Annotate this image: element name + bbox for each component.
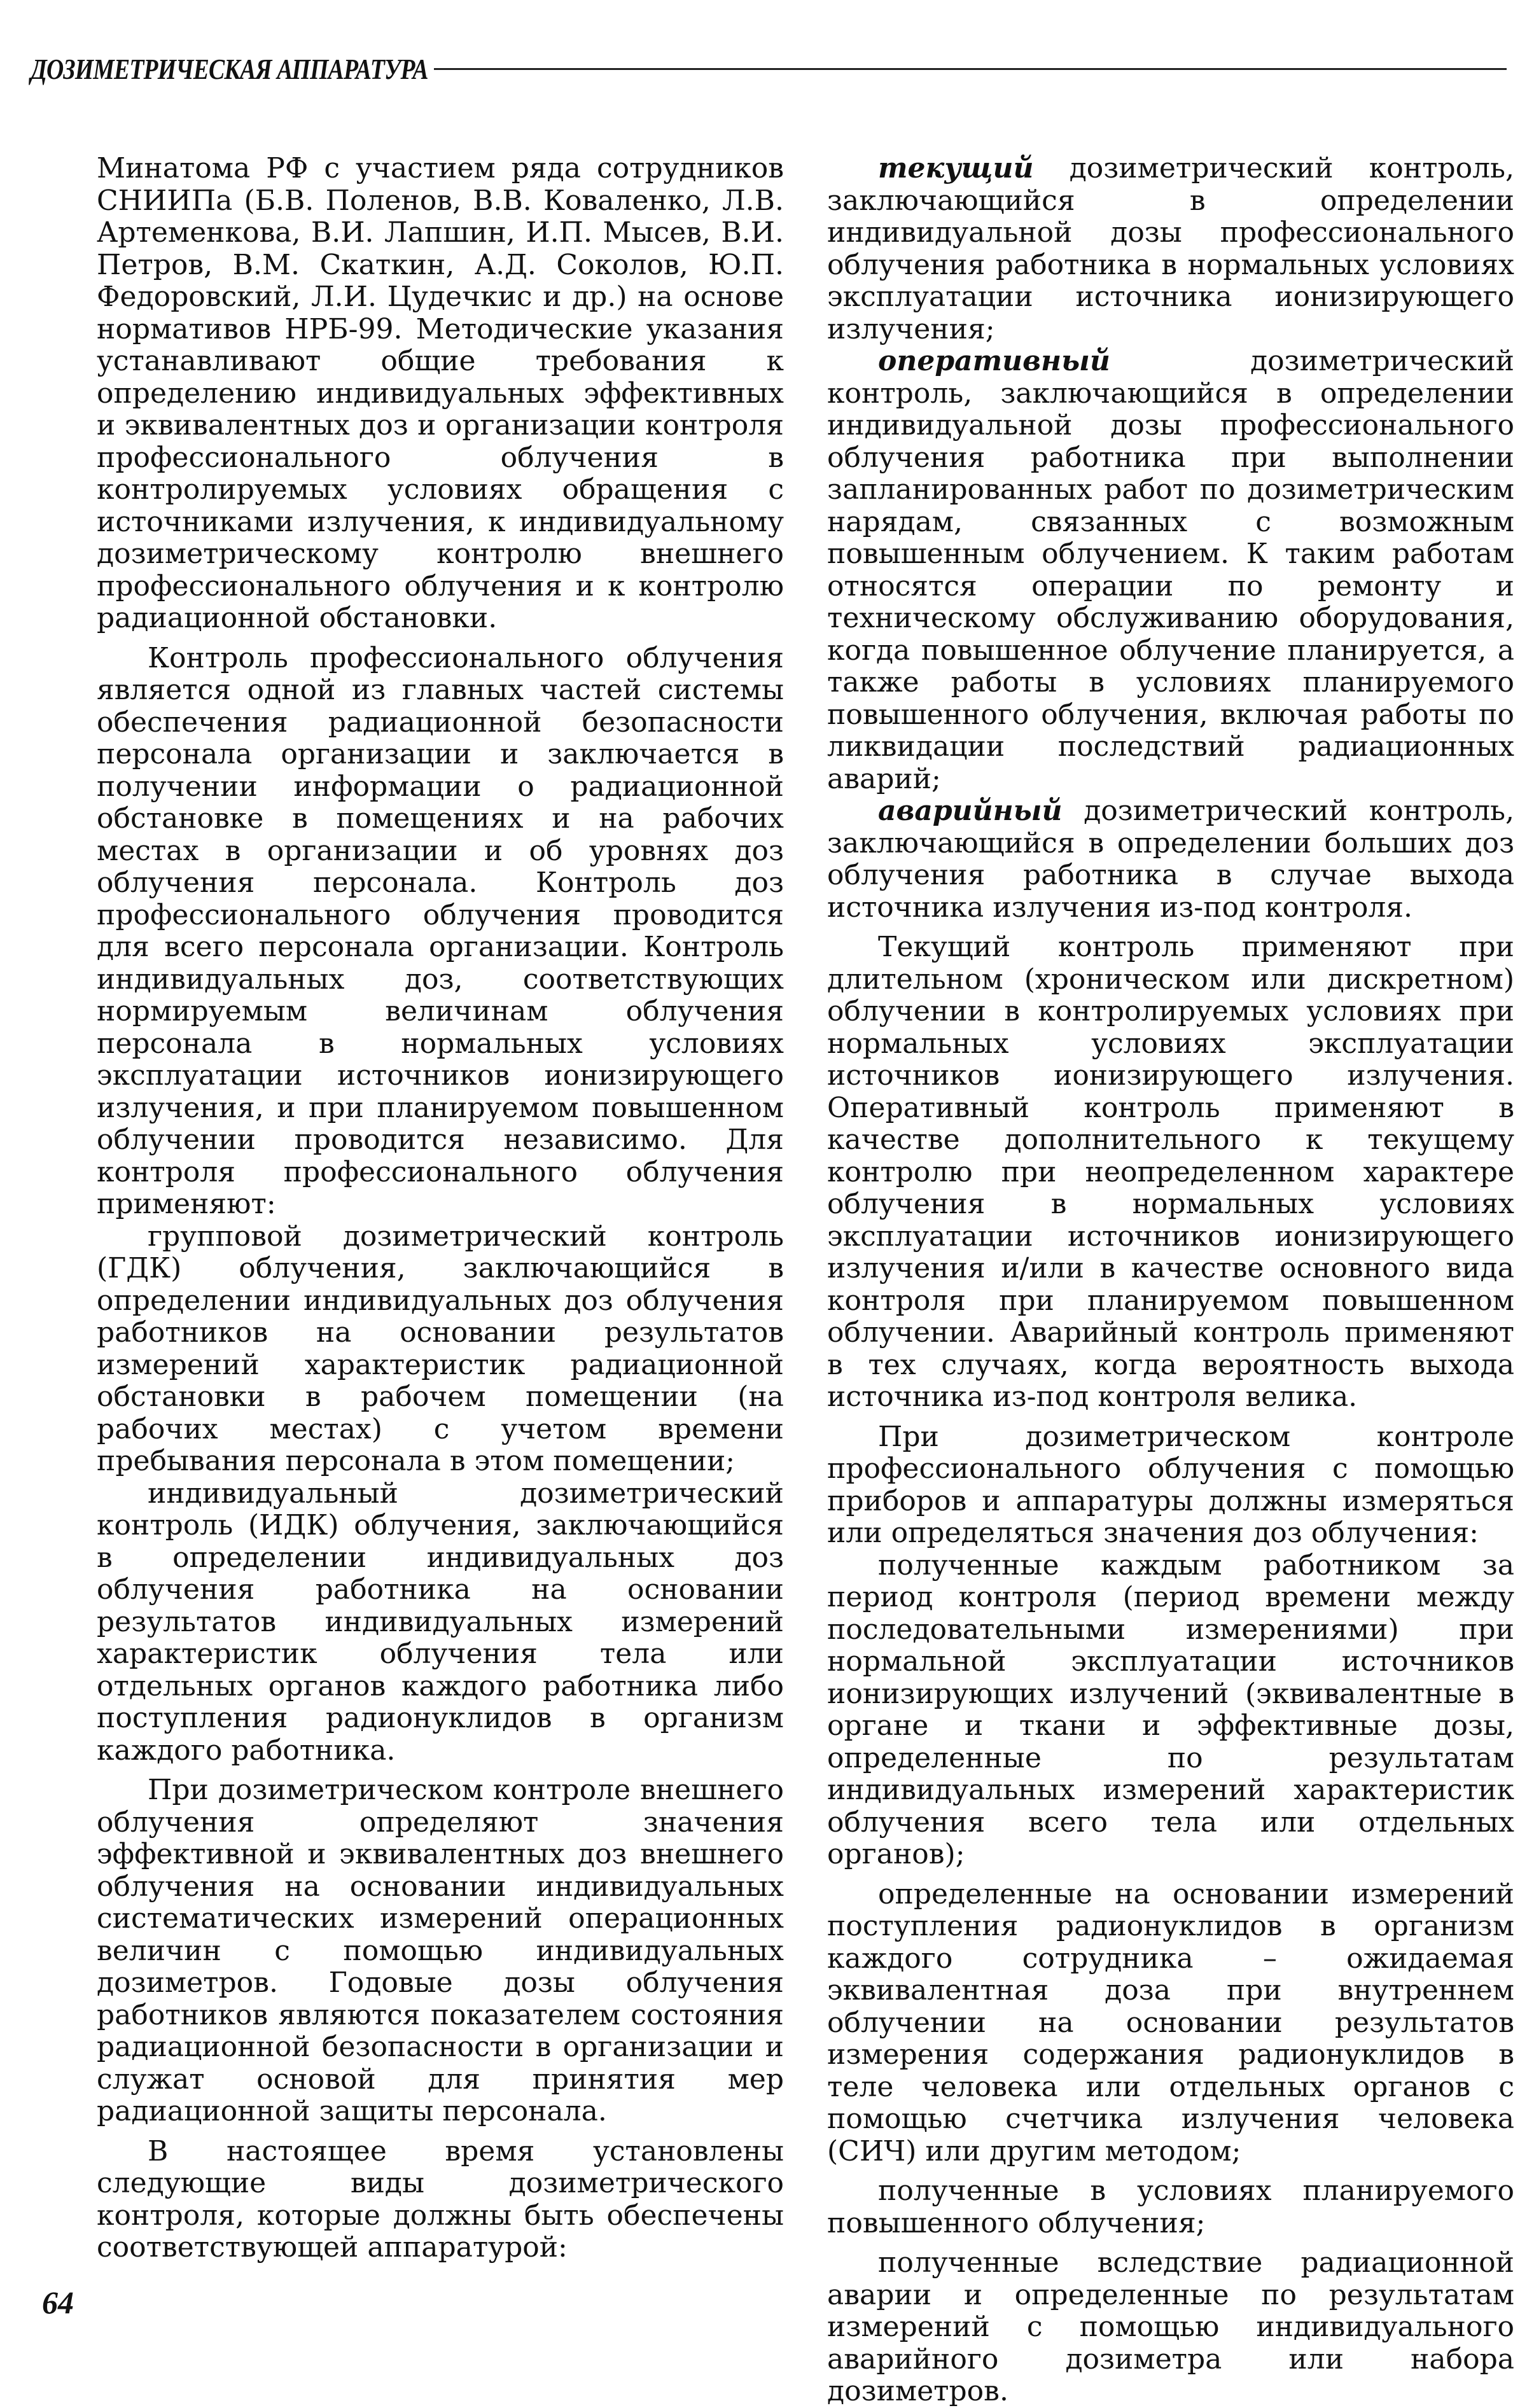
paragraph: Минатома РФ с участием ряда сотрудников СНИИПа (Б.В. Поленов, В.В. Коваленко, Л.В. Артеменкова, В.И. Лапшин, И.П. Мысев, В.И. Петров, В.М. Скаткин, А.Д. Соколов, Ю.П. Федоровский, Л.И. Цудечкис и др.) на основе нормативов НРБ-99. Методические указания устанавливают общие требования к определению индивидуальных эффективных и эквивалентных доз и организации контроля профессионального облучения в контролируемых условиях обращения с источниками излучения, к индивидуальному дозиметрическому контролю внешнего профессионального облучения и к контролю радиационной обстановки. <box>97 152 784 634</box>
paragraph: Текущий контроль применяют при длительном (хроническом или дискретном) облучении в контролируемых условиях при нормальных условиях эксплуатации источников ионизирующего излучения. Оперативный контроль применяют в качестве дополнительного к текущему контролю при неопределенном характере облучения в нормальных условиях эксплуатации источников ионизирующего излучения и/или в качестве основного вида контроля при планируемом повышенном облучении. Аварийный контроль применяют в тех случаях, когда вероятность выхода источника из-под контроля велика. <box>827 931 1514 1413</box>
paragraph: Контроль профессионального облучения является одной из главных частей системы обеспечения радиационной безопасности персонала организации и заключается в получении информации о радиационной обстановке в помещениях и на рабочих местах в организации и об уровнях доз облучения персонала. Контроль доз профессионального облучения проводится для всего персонала организации. Контроль индивидуальных доз, соответствующих нормируемым величинам облучения персонала в нормальных условиях эксплуатации источников ионизирующего излучения, и при планируемом повышенном облучении проводится независимо. Для контроля профессионального облучения применяют: <box>97 641 784 1220</box>
page-number: 64 <box>42 2285 74 2320</box>
paragraph: определенные на основании измерений поступления радионуклидов в организм каждого сотрудника – ожидаемая эквивалентная доза при внутреннем облучении на основании результатов измерения содержания радионуклидов в теле человека или отдельных органов с помощью счетчика излучения человека (СИЧ) или другим методом; <box>827 1877 1514 2168</box>
term-text: дозиметрический контроль, заключающийся в определении индивидуальной дозы профессионального облучения работника при выполнении запланированных работ по дозиметрическим нарядам, связанных с возможным повышенным облучением. К таким работам относятся операции по ремонту и техническому обслуживанию оборудования, когда повышенное облучение планируется, а также работы в условиях планируемого повышенного облучения, включая работы по ликвидации последствий радиационных аварий; <box>827 345 1514 795</box>
term-text: дозиметрический контроль, заключающийся в определении больших доз облучения работника в случае выхода источника излучения из-под контроля. <box>827 795 1514 924</box>
paragraph: В настоящее время установлены следующие виды дозиметрического контроля, которые должны быть обеспечены соответствующей аппаратурой: <box>97 2134 784 2264</box>
paragraph: При дозиметрическом контроле профессионального облучения с помощью приборов и аппаратуры должны измеряться или определяться значения доз облучения: <box>827 1420 1514 1549</box>
term: аварийный <box>878 795 1063 827</box>
term-paragraph <box>827 153 1514 345</box>
paragraph: индивидуальный дозиметрический контроль (ИДК) облучения, заключающийся в определении индивидуальных доз облучения работника на основании результатов индивидуальных измерений характеристик облучения тела или отдельных органов каждого работника либо поступления радионуклидов в организм каждого работника. <box>97 1477 784 1767</box>
header-rule <box>434 68 1507 70</box>
running-header <box>31 52 1507 86</box>
left-column <box>97 153 784 2264</box>
paragraph: полученные в условиях планируемого повышенного облучения; <box>827 2175 1514 2239</box>
section-title: ДОЗИМЕТРИЧЕСКАЯ АППАРАТУРА <box>31 53 428 85</box>
term-paragraph <box>827 795 1514 924</box>
paragraph: полученные вследствие радиационной аварии и определенные по результатам измерений с помощью индивидуального аварийного дозиметра или набора дозиметров. <box>827 2246 1514 2407</box>
right-column <box>827 153 1514 2408</box>
term: оперативный <box>878 345 1110 377</box>
term-text: дозиметрический контроль, заключающийся в определении индивидуальной дозы профессионального облучения работника в нормальных условиях эксплуатации источника ионизирующего излучения; <box>827 152 1514 345</box>
term: текущий <box>878 152 1034 184</box>
paragraph: полученные каждым работником за период контроля (период времени между последовательными измерениями) при нормальной эксплуатации источников ионизирующих излучений (эквивалентные в органе и ткани и эффективные дозы, определенные по результатам индивидуальных измерений характеристик облучения всего тела или отдельных органов); <box>827 1548 1514 1870</box>
paragraph: групповой дозиметрический контроль (ГДК) облучения, заключающийся в определении индивидуальных доз облучения работников на основании результатов измерений характеристик радиационной обстановки в рабочем помещении (на рабочих местах) с учетом времени пребывания персонала в этом помещении; <box>97 1220 784 1477</box>
term-paragraph <box>827 345 1514 795</box>
paragraph: При дозиметрическом контроле внешнего облучения определяют значения эффективной и эквивалентных доз внешнего облучения на основании индивидуальных систематических измерений операционных величин с помощью индивидуальных дозиметров. Годовые дозы облучения работников являются показателем состояния радиационной безопасности в организации и служат основой для принятия мер радиационной защиты персонала. <box>97 1774 784 2127</box>
